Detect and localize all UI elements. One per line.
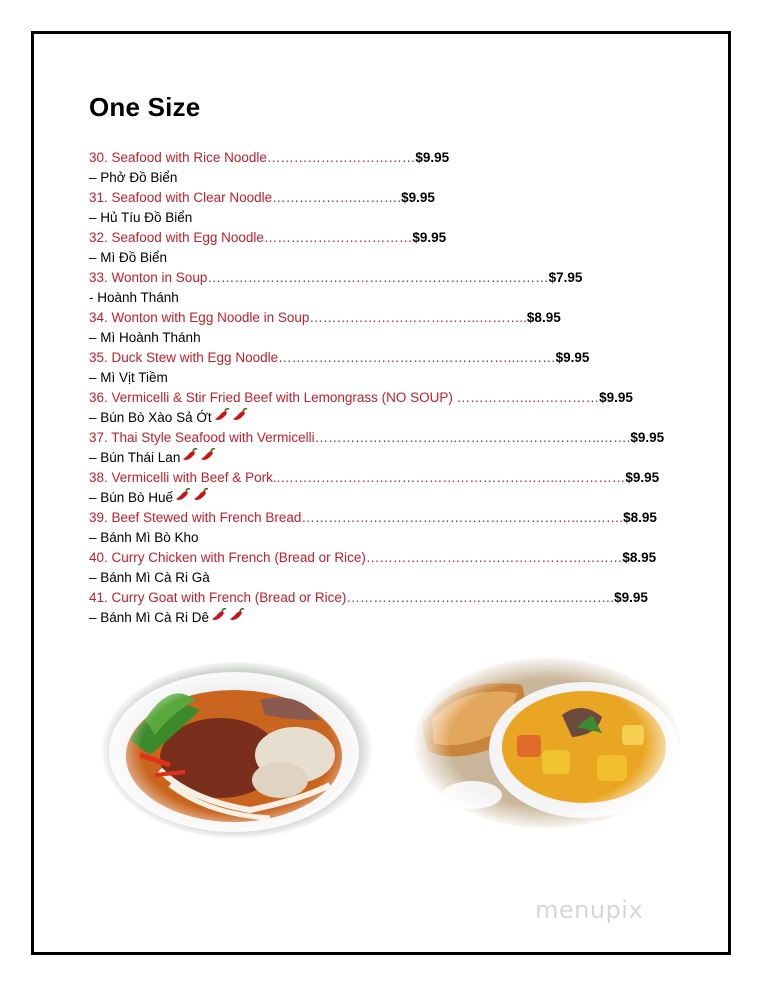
item-price: $9.95 [625,470,660,485]
item-price: $8.95 [622,550,657,565]
item-vietnamese-name [89,328,669,348]
item-subtitle: – Mì Đồ Biển [89,250,168,265]
item-name: 36. Vermicelli & Stir Fried Beef with Lemongrass (NO SOUP) [89,390,453,405]
menu-item [89,228,669,248]
item-leader-dots: ………………………………………………… [365,550,623,565]
item-subtitle: – Bánh Mì Cà Ri Dê [89,610,210,625]
chili-pepper-icon [211,608,227,628]
menu-item [89,588,669,608]
item-vietnamese-name [89,288,669,308]
item-leader-dots: …………………………… [263,230,413,245]
item-name: 34. Wonton with Egg Noodle in Soup [89,310,310,325]
menu-item [89,508,669,528]
menu-item [89,308,669,328]
menu-item [89,388,669,408]
item-leader-dots: …………………………………………..………. [346,590,615,605]
item-price: $9.95 [630,430,665,445]
item-leader-dots: ……………………………………………..……… [278,350,556,365]
item-subtitle: – Bánh Mì Cà Ri Gà [89,570,210,585]
item-vietnamese-name [89,448,669,468]
item-price: $9.95 [599,390,633,405]
item-subtitle: – Mì Vịt Tiềm [89,370,168,385]
item-price: $9.95 [555,350,590,365]
item-price: $9.95 [614,590,648,605]
item-name: 40. Curry Chicken with French (Bread or Rice) [89,550,366,565]
item-subtitle: – Bún Bò Xào Sả Ớt [89,410,212,425]
item-vietnamese-name [89,168,669,188]
item-leader-dots: ……………………………………………………..………. [301,510,624,525]
chili-pepper-icon [232,408,248,428]
chili-pepper-icon [193,488,209,508]
watermark-logo: menupix [535,896,644,924]
item-name: 41. Curry Goat with French (Bread or Rice) [89,590,347,605]
menu-item [89,188,669,208]
item-price: $8.95 [526,310,561,325]
item-name: 38. Vermicelli with Beef & Pork [89,470,273,485]
item-price: $9.95 [412,230,447,245]
item-subtitle: – Hủ Tíu Đồ Biển [89,210,193,225]
section-heading: One Size [89,92,201,122]
chili-pepper-icon [175,488,191,508]
item-leader-dots: ………………………………………………………….……… [207,270,549,285]
item-leader-dots: ……………..…………… [452,390,600,405]
item-vietnamese-name [89,408,669,428]
item-subtitle: – Bánh Mì Bò Kho [89,530,199,545]
item-subtitle: – Bún Thái Lan [89,450,181,465]
item-subtitle: – Phở Đồ Biển [89,170,178,185]
item-vietnamese-name [89,208,669,228]
item-price: $7.95 [548,270,583,285]
item-name: 32. Seafood with Egg Noodle [89,230,264,245]
item-price: $9.95 [415,150,450,165]
item-vietnamese-name [89,568,669,588]
item-subtitle: – Bún Bò Huế [89,490,174,505]
menu-item [89,268,669,288]
curry-bowl-photo [412,655,682,830]
item-leader-dots: ..……………………………………………………..…………… [272,470,626,485]
menu-item [89,148,669,168]
item-leader-dots: ……………….………. [272,190,402,205]
item-leader-dots: ………………………………..……….. [309,310,527,325]
chili-pepper-icon [229,608,245,628]
item-name: 30. Seafood with Rice Noodle [89,150,267,165]
item-vietnamese-name [89,488,669,508]
chili-pepper-icon [182,448,198,468]
item-price: $8.95 [623,510,657,525]
item-name: 35. Duck Stew with Egg Noodle [89,350,279,365]
menu-item [89,548,669,568]
item-name: 31. Seafood with Clear Noodle [89,190,273,205]
item-vietnamese-name [89,368,669,388]
menu-list [89,148,669,628]
soup-bowl-photo [100,660,375,840]
item-name: 37. Thai Style Seafood with Vermicelli [89,430,315,445]
item-leader-dots: …………………………..…………………………..……. [314,430,631,445]
menu-item [89,468,669,488]
menu-item [89,428,669,448]
item-subtitle: – Mì Hoành Thánh [89,330,201,345]
item-price: $9.95 [401,190,435,205]
item-subtitle: - Hoành Thánh [89,290,179,305]
item-name: 39. Beef Stewed with French Bread [89,510,302,525]
chili-pepper-icon [200,448,216,468]
chili-pepper-icon [214,408,230,428]
item-name: 33. Wonton in Soup [89,270,208,285]
item-vietnamese-name [89,528,669,548]
item-vietnamese-name [89,248,669,268]
menu-item [89,348,669,368]
item-leader-dots: …………………………… [266,150,416,165]
item-vietnamese-name [89,608,669,628]
